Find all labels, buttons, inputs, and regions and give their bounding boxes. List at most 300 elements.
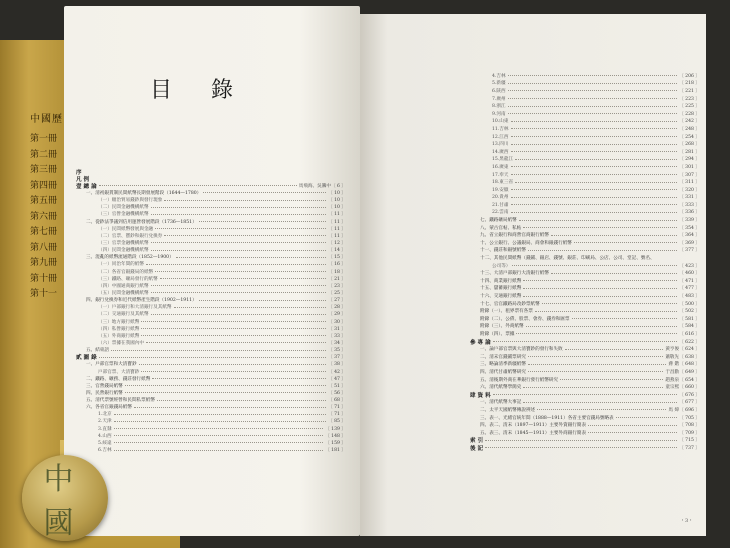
dot-leader — [523, 296, 677, 297]
toc-entry — [76, 268, 346, 275]
dot-leader — [151, 292, 326, 293]
toc-entry-page: 〔 477 〕 — [679, 286, 700, 292]
toc-entry-label: （二）各省官銀錢局的紙幣 — [98, 269, 154, 275]
background-volume-label: 第一冊 — [30, 134, 58, 144]
toc-entry — [76, 175, 346, 182]
background-volume-label: 第五冊 — [30, 196, 58, 206]
toc-entry-page: 〔 28 〕 — [328, 305, 346, 311]
toc-entry — [470, 72, 700, 80]
toc-entry-label: （一）順治貿易錢鈔與發行現象 — [98, 198, 163, 204]
toc-entry-page: 〔 369 〕 — [679, 240, 700, 246]
dot-leader — [508, 83, 678, 84]
toc-entry-label: （四）民間金融機構紙幣 — [98, 248, 149, 254]
toc-entry-label: 17.奉天 — [492, 172, 509, 178]
dot-leader — [99, 185, 297, 186]
dot-leader — [164, 235, 326, 236]
toc-entry-page: 〔 29 〕 — [328, 312, 346, 318]
toc-entry-page: 〔 225 〕 — [679, 104, 700, 110]
toc-entry — [76, 304, 346, 311]
toc-entry-page: 馬飛海、吳籌中〔 6 〕 — [298, 183, 346, 189]
toc-entry — [76, 389, 346, 396]
toc-entry — [76, 325, 346, 332]
dot-leader — [508, 98, 678, 99]
toc-entry-label: 一、清初銀貫制民間紙幣長期發展階段（1644—1780） — [86, 190, 202, 196]
toc-entry — [76, 318, 346, 325]
dot-leader — [508, 90, 678, 91]
dot-leader — [174, 307, 327, 308]
toc-entry-label: 三、表一、光緒官統年間（1888—1911）各省主要官錢局號略表 — [480, 415, 614, 421]
dot-leader — [199, 221, 326, 222]
toc-entry-label: 12.江西 — [492, 134, 509, 140]
toc-entry — [76, 204, 346, 211]
toc-entry-label: 十四、商業銀行紙幣 — [480, 278, 522, 284]
toc-entry — [470, 345, 700, 353]
toc-entry — [76, 354, 346, 361]
toc-entry-page: 童宗熙〔 660 〕 — [665, 385, 700, 391]
toc-entry — [470, 186, 700, 194]
toc-entry-label: 8.浙江 — [492, 104, 506, 110]
toc-entry-label: （五）外商銀行紙幣 — [98, 333, 140, 339]
dot-leader — [516, 333, 677, 334]
toc-entry — [76, 232, 346, 239]
toc-entry-page: 〔 500 〕 — [679, 301, 700, 307]
toc-entry — [470, 421, 700, 429]
toc-entry-label: 五、清後期外商在華銀行發行紙幣研究 — [480, 377, 559, 383]
toc-entry-label: 附錄（二）、公債、股票、會券、錢券和匯票 — [480, 316, 570, 322]
toc-entry — [470, 285, 700, 293]
toc-entry-page: 〔 38 〕 — [328, 362, 346, 368]
toc-entry-page: 〔 228 〕 — [679, 111, 700, 117]
toc-entry — [76, 311, 346, 318]
toc-entry-label: 22.雲南 — [492, 210, 509, 216]
page-number: ・3・ — [680, 518, 694, 524]
dot-leader — [572, 318, 678, 319]
background-volume-label: 第三冊 — [30, 165, 58, 175]
toc-entry — [76, 289, 346, 296]
dot-leader — [485, 447, 677, 448]
dot-leader — [508, 75, 678, 76]
toc-entry — [76, 425, 346, 432]
dot-leader — [139, 364, 326, 365]
toc-entry-page: 〔 223 〕 — [679, 96, 700, 102]
dot-leader — [157, 400, 326, 401]
toc-entry-label: 6.吉林 — [98, 448, 112, 454]
toc-entry-page: 蔣 鍇〔 648 〕 — [668, 362, 700, 368]
toc-entry-label: 附錄（一）、租界票有各票 — [480, 309, 533, 315]
dot-leader — [114, 450, 324, 451]
toc-entry — [76, 361, 346, 368]
toc-entry-label: 二、清末官錢鋪票研究 — [480, 354, 526, 360]
toc-entry-page: 〔 268 〕 — [679, 142, 700, 148]
toc-entry — [76, 397, 346, 404]
toc-entry-page: 〔 11 〕 — [328, 212, 346, 218]
toc-entry-label: （一）戶部銀行和大清銀行及其紙幣 — [98, 305, 172, 311]
toc-entry — [470, 429, 700, 437]
toc-entry-page: 〔 11 〕 — [328, 226, 346, 232]
toc-entry — [76, 247, 346, 254]
toc-entry-page: 〔 581 〕 — [679, 316, 700, 322]
page-title: 目 錄 — [150, 78, 249, 103]
toc-entry — [76, 432, 346, 439]
toc-entry-label: （二）官票、寶鈔和銀行兌換券 — [98, 233, 163, 239]
dot-leader — [114, 435, 324, 436]
dot-leader — [151, 242, 326, 243]
dot-leader — [125, 392, 326, 393]
toc-entry-label: 11.吉林 — [492, 126, 509, 132]
toc-entry-label: 九、省立銀行和商營官商銀行紙幣 — [480, 233, 549, 239]
toc-entry-label: （六）票據在我國內中 — [98, 340, 144, 346]
toc-entry-page: 〔 364 〕 — [679, 233, 700, 239]
toc-entry-label: 戶部官票、大清寶鈔 — [98, 369, 140, 375]
toc-entry-label: 5.新疆 — [492, 81, 506, 87]
toc-entry-label: （三）鐵路、礦局發行的紙幣 — [98, 276, 158, 282]
toc-entry — [76, 197, 346, 204]
toc-entry — [470, 376, 700, 384]
dot-leader — [528, 364, 667, 365]
toc-entry-page: 〔 33 〕 — [328, 333, 346, 339]
toc-entry-page: 〔 206 〕 — [679, 73, 700, 79]
toc-entry-label: （三）官票金融機構紙幣 — [98, 240, 149, 246]
toc-entry — [470, 140, 700, 148]
toc-entry — [76, 347, 346, 354]
toc-entry — [470, 406, 700, 414]
toc-entry-page: 〔 254 〕 — [679, 134, 700, 140]
toc-entry-label: 十五、儲蓄銀行紙幣 — [480, 286, 522, 292]
toc-entry-page: 〔 715 〕 — [679, 438, 700, 444]
toc-entry-label: 公司等） — [492, 263, 511, 269]
dot-leader — [146, 264, 326, 265]
dot-leader — [146, 342, 326, 343]
toc-entry-label: 壹 總 論 — [76, 183, 97, 190]
toc-entry-label: （一）民間紙幣發展與金融 — [98, 226, 154, 232]
dot-leader — [528, 356, 663, 357]
toc-entry-page: 〔 51 〕 — [328, 383, 346, 389]
toc-entry-page: 〔 333 〕 — [679, 202, 700, 208]
toc-entry-page: 〔 42 〕 — [328, 369, 346, 375]
toc-entry-label: 十六、交通銀行紙幣 — [480, 294, 522, 300]
toc-entry — [470, 118, 700, 126]
toc-entry-page: 〔 737 〕 — [679, 445, 700, 451]
toc-entry-page: 〔 502 〕 — [679, 309, 700, 315]
toc-entry — [470, 224, 700, 232]
toc-entry-label: 二、從鈔法爭議到信用運營發展階段（1736—1851） — [86, 219, 197, 225]
dot-leader — [565, 349, 664, 350]
toc-entry-label: 五、清代票號經營和民間私票紙幣 — [86, 398, 155, 404]
toc-entry-page: 〔 85 〕 — [328, 419, 346, 425]
toc-entry — [470, 80, 700, 88]
toc-entry-label: 六、清代紙幣學簡史 — [480, 385, 522, 391]
toc-entry-page: 〔 708 〕 — [679, 423, 700, 429]
toc-entry-label: 附錄（三）、外商紙幣 — [480, 324, 524, 330]
toc-entry-label: 十、公立銀行、公議銀局、商會和銀錢行紙幣 — [480, 240, 572, 246]
toc-entry-label: 3.直隸 — [98, 426, 112, 432]
dot-leader — [508, 106, 678, 107]
toc-entry-label: 15.黑龍江 — [492, 157, 514, 163]
background-volume-label: 第十一 — [30, 289, 58, 299]
toc-entry — [470, 125, 700, 133]
toc-entry-page: 〔 71 〕 — [328, 405, 346, 411]
toc-entry-page: 〔 181 〕 — [325, 448, 346, 454]
toc-entry-page: 〔 14 〕 — [328, 248, 346, 254]
toc-entry — [470, 315, 700, 323]
toc-entry — [470, 353, 700, 361]
toc-entry-label: 四、清代甘肅紙幣研究 — [480, 369, 526, 375]
toc-entry — [470, 239, 700, 247]
dot-leader — [508, 113, 678, 114]
background-volume-label: 第八冊 — [30, 242, 58, 253]
toc-entry — [470, 292, 700, 300]
toc-entry-page: 〔 21 〕 — [328, 276, 346, 282]
toc-entry-label: 一、清代紙幣大事記 — [480, 400, 522, 406]
toc-entry-page: 于昌勳〔 649 〕 — [665, 369, 700, 375]
toc-entry-label: 13.四川 — [492, 142, 509, 148]
dot-leader — [523, 387, 663, 388]
toc-entry-label: 4.吉林 — [492, 73, 506, 79]
toc-entry-label: 四、民營銀行紙幣 — [86, 390, 123, 396]
toc-entry-page: 〔 483 〕 — [679, 294, 700, 300]
dot-leader — [511, 166, 678, 167]
toc-entry — [76, 225, 346, 232]
toc-entry — [76, 332, 346, 339]
dot-leader — [519, 220, 677, 221]
toc-entry-label: 6.陝西 — [492, 88, 506, 94]
left-toc-list — [76, 168, 346, 454]
dot-leader — [199, 300, 326, 301]
toc-entry-page: 〔 584 〕 — [679, 324, 700, 330]
dot-leader — [141, 335, 326, 336]
toc-entry-label: 4.山西 — [98, 433, 112, 439]
toc-entry-label: 索 引 — [470, 438, 484, 445]
dot-leader — [151, 285, 326, 286]
toc-entry — [76, 189, 346, 196]
toc-entry-label: 十七、官官鐵路局改鈔票紙幣 — [480, 301, 540, 307]
toc-entry-page: 〔 23 〕 — [328, 283, 346, 289]
toc-entry-label: 三、略論清季新疆紙幣 — [480, 362, 526, 368]
toc-entry — [470, 209, 700, 217]
toc-entry-page: 〔 10 〕 — [328, 198, 346, 204]
toc-entry-page: 〔 307 〕 — [679, 172, 700, 178]
toc-entry — [470, 399, 700, 407]
toc-entry — [76, 446, 346, 453]
toc-entry-page: 〔 10 〕 — [328, 190, 346, 196]
dot-leader — [511, 121, 678, 122]
toc-entry-label: 後 記 — [470, 445, 484, 452]
background-volume-label: 第二冊 — [30, 149, 58, 160]
toc-entry — [470, 247, 700, 255]
dot-leader — [512, 265, 677, 266]
toc-entry — [470, 338, 700, 346]
toc-entry-label: 十一、錢莊和銀號紙幣 — [480, 248, 526, 254]
dot-leader — [141, 371, 326, 372]
toc-entry — [76, 254, 346, 261]
toc-entry-label: 19.安徽 — [492, 187, 509, 193]
dot-leader — [155, 271, 326, 272]
toc-entry-page: 〔 10 〕 — [328, 205, 346, 211]
toc-entry-page: 〔 25 〕 — [328, 290, 346, 296]
toc-entry — [470, 300, 700, 308]
toc-entry-label: 14.廣西 — [492, 149, 509, 155]
dot-leader — [511, 204, 678, 205]
dot-leader — [523, 227, 677, 228]
toc-entry — [76, 375, 346, 382]
toc-entry — [470, 133, 700, 141]
toc-entry-page: 〔 320 〕 — [679, 187, 700, 193]
toc-entry-page: 〔 56 〕 — [328, 390, 346, 396]
dot-leader — [511, 136, 678, 137]
toc-entry — [470, 95, 700, 103]
dot-leader — [588, 425, 677, 426]
toc-entry-label: 三、官營錢局紙幣 — [86, 383, 123, 389]
dot-leader — [151, 250, 326, 251]
toc-entry-label: （三）官營金融機構紙幣 — [98, 212, 149, 218]
toc-entry — [76, 275, 346, 282]
toc-entry-label: （五）民間金融機構紙幣 — [98, 290, 149, 296]
toc-entry — [470, 110, 700, 118]
toc-entry-label: （三）地方銀行紙幣 — [98, 319, 140, 325]
toc-entry — [76, 411, 346, 418]
toc-entry-label: 凡 例 — [76, 176, 90, 183]
dot-leader — [114, 414, 326, 415]
toc-entry — [470, 148, 700, 156]
toc-entry-page: 〔 31 〕 — [328, 326, 346, 332]
dot-leader — [176, 257, 326, 258]
toc-entry-label: 5.綏遠 — [98, 440, 112, 446]
dot-leader — [203, 192, 326, 193]
toc-entry-page: 〔 339 〕 — [679, 218, 700, 224]
toc-entry-label: 7.廣州 — [492, 96, 506, 102]
dot-leader — [114, 442, 324, 443]
toc-entry-page: 〔 460 〕 — [679, 271, 700, 277]
dot-leader — [551, 235, 677, 236]
toc-entry-label: 二、鐵路、礦務、錢莊發行紙幣 — [86, 376, 151, 382]
toc-entry-page: 〔 27 〕 — [328, 298, 346, 304]
dot-leader — [151, 314, 326, 315]
toc-entry-page: 馬 煒〔 696 〕 — [668, 407, 700, 413]
toc-entry-page: 〔 311 〕 — [679, 180, 700, 186]
dot-leader — [485, 440, 677, 441]
toc-entry-label: 十三、大清戶部銀行大清銀行紙幣 — [480, 271, 549, 277]
toc-entry-page: 〔 15 〕 — [328, 255, 346, 261]
toc-entry — [470, 391, 700, 399]
dot-leader — [134, 407, 326, 408]
toc-entry — [76, 168, 346, 175]
toc-entry-label: （二）民間金融機構紙幣 — [98, 205, 149, 211]
toc-entry — [470, 254, 700, 262]
toc-entry-label: （四）中國通商銀行紙幣 — [98, 283, 149, 289]
toc-entry-page: 〔 35 〕 — [328, 348, 346, 354]
toc-entry — [76, 339, 346, 346]
toc-entry — [470, 414, 700, 422]
dot-leader — [125, 385, 326, 386]
toc-entry-page: 〔 37 〕 — [328, 355, 346, 361]
dot-leader — [511, 128, 678, 129]
dot-leader — [164, 200, 326, 201]
background-volume-label: 第十冊 — [30, 273, 58, 284]
toc-entry — [76, 297, 346, 304]
toc-entry — [76, 404, 346, 411]
toc-entry-label: 16.廣東 — [492, 164, 509, 170]
toc-entry-page: 〔 281 〕 — [679, 149, 700, 155]
toc-entry-page: 〔 242 〕 — [679, 119, 700, 125]
toc-entry — [470, 262, 700, 270]
toc-entry-label: 七、鐵路礦局紙幣 — [480, 218, 517, 224]
dot-leader — [523, 288, 677, 289]
toc-entry — [470, 231, 700, 239]
toc-entry-label: 肆 資 料 — [470, 392, 491, 399]
toc-entry-label: 9.河南 — [492, 111, 506, 117]
toc-entry — [470, 323, 700, 331]
toc-entry-page: 〔 221 〕 — [679, 88, 700, 94]
toc-entry-label: 六、各省官銀錢局紙幣 — [86, 405, 132, 411]
toc-entry-label: 20.貴州 — [492, 195, 509, 201]
dot-leader — [493, 341, 677, 342]
dot-leader — [511, 151, 678, 152]
toc-entry-label: 序 — [76, 169, 82, 176]
dot-leader — [542, 303, 677, 304]
toc-entry — [76, 182, 346, 189]
toc-entry-page: 〔 71 〕 — [328, 412, 346, 418]
toc-entry-page: 〔 471 〕 — [679, 278, 700, 284]
dot-leader — [511, 197, 678, 198]
dot-leader — [141, 328, 326, 329]
dot-leader — [523, 280, 677, 281]
toc-entry — [470, 201, 700, 209]
toc-entry — [470, 216, 700, 224]
toc-entry — [76, 282, 346, 289]
dot-leader — [616, 417, 677, 418]
toc-entry-page: 〔 331 〕 — [679, 195, 700, 201]
background-volume-label: 第七冊 — [30, 227, 58, 237]
toc-entry-label: 五、結束語 — [86, 348, 109, 354]
dot-leader — [152, 378, 326, 379]
toc-entry-page: 〔 47 〕 — [328, 376, 346, 382]
toc-entry-label: 四、表二、清末（1897—1911）主要外資銀行簡表 — [480, 423, 587, 429]
toc-entry-page: 〔 11 〕 — [328, 219, 346, 225]
toc-entry-label: （一）同治年間的紙幣 — [98, 262, 144, 268]
toc-entry — [470, 330, 700, 338]
toc-entry-label: 一、論戶部官票與大清寶鈔的發行和失敗 — [480, 347, 563, 353]
toc-entry-page: 〔 423 〕 — [679, 263, 700, 269]
toc-entry-page: 蕭敬先〔 638 〕 — [665, 354, 700, 360]
toc-entry-label: 1.北京 — [98, 412, 112, 418]
round-seal — [22, 455, 108, 541]
toc-entry — [76, 439, 346, 446]
dot-leader — [493, 394, 677, 395]
toc-entry-label: 十二、其他民間紙幣（錢鋪、銀店、錢號、銀莊、印刷局、公店、公司、堂記、號名、 — [480, 256, 655, 262]
toc-entry-page: 〔 159 〕 — [325, 440, 346, 446]
dot-leader — [114, 421, 326, 422]
toc-entry-page: 〔 248 〕 — [679, 126, 700, 132]
toc-entry-label: 10.山東 — [492, 119, 509, 125]
toc-entry — [470, 102, 700, 110]
toc-entry-label: 四、銀行兌換券和近代紙幣產生階段（1902—1911） — [86, 298, 197, 304]
toc-entry-page: 〔 677 〕 — [679, 400, 700, 406]
toc-entry-page: 〔 218 〕 — [679, 81, 700, 87]
dot-leader — [114, 428, 324, 429]
dot-leader — [151, 207, 326, 208]
toc-entry — [470, 87, 700, 95]
toc-entry-page: 〔 148 〕 — [325, 433, 346, 439]
toc-entry — [470, 437, 700, 445]
dot-leader — [574, 242, 677, 243]
dot-leader — [515, 159, 677, 160]
toc-entry — [76, 368, 346, 375]
toc-entry-label: 五、表三、清末（1845—1911）主要外商銀行簡表 — [480, 430, 587, 436]
toc-entry-page: 趙燕泉〔 654 〕 — [665, 377, 700, 383]
toc-entry-label: 八、蒙古官帖、私帖 — [480, 225, 522, 231]
toc-entry — [76, 218, 346, 225]
toc-entry — [76, 261, 346, 268]
